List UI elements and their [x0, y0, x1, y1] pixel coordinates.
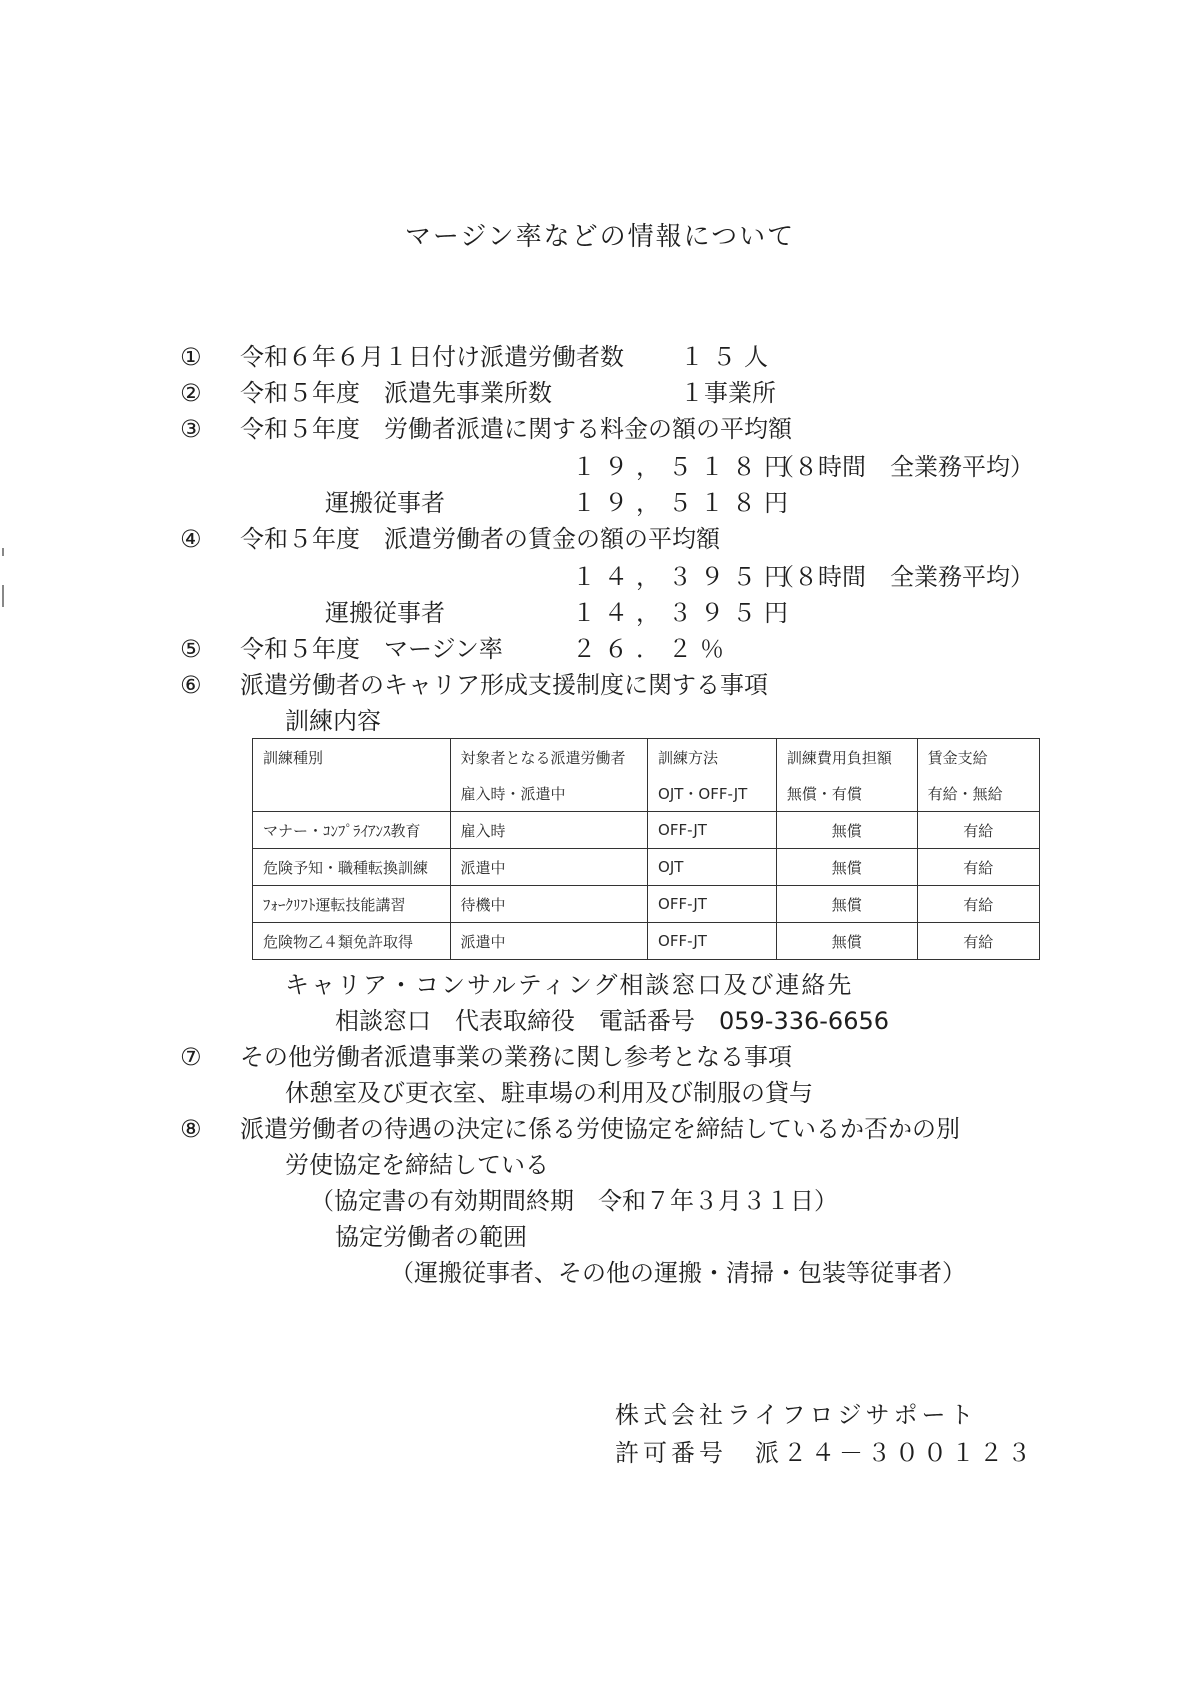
item-amount: １９，５１８円 — [572, 453, 796, 481]
table-cell: 無償 — [776, 849, 917, 886]
license-number: 許可番号 派２４－３００１２３ — [615, 1439, 1035, 1467]
scan-mark — [2, 585, 4, 607]
item-number: ⑥ — [180, 671, 202, 699]
item-text: 令和５年度 マージン率 — [240, 635, 503, 663]
page-title: マージン率などの情報について — [404, 222, 796, 252]
item-number: ③ — [180, 415, 202, 443]
item-number: ② — [180, 379, 202, 407]
table-cell: OFF-JT — [648, 923, 777, 960]
table-cell: マナー・ｺﾝﾌﾟﾗｲｱﾝｽ教育 — [253, 812, 451, 849]
item-text: 派遣労働者のキャリア形成支援制度に関する事項 — [240, 671, 768, 699]
table-header-cell: 雇入時・派遣中 — [450, 775, 648, 812]
table-row — [253, 849, 1040, 886]
table-header-cell: 無償・有償 — [776, 775, 917, 812]
table-cell: 派遣中 — [450, 849, 648, 886]
agreement-scope-label: 協定労働者の範囲 — [335, 1223, 527, 1251]
item-note: （８時間 全業務平均） — [770, 453, 1034, 481]
table-header-cell: OJT・OFF-JT — [648, 775, 777, 812]
table-row — [253, 923, 1040, 960]
table-cell: 危険予知・職種転換訓練 — [253, 849, 451, 886]
item-sub-amount: １４，３９５円 — [572, 599, 796, 627]
scan-mark — [2, 548, 4, 556]
item-number: ① — [180, 343, 202, 371]
item-amount: １４，３９５円 — [572, 563, 796, 591]
table-header-row — [253, 775, 1040, 812]
table-header-cell — [253, 775, 451, 812]
item-detail: 休憩室及び更衣室、駐車場の利用及び制服の貸与 — [285, 1079, 813, 1107]
table-cell: 危険物乙４類免許取得 — [253, 923, 451, 960]
table-cell: 有給 — [917, 923, 1039, 960]
table-cell: 有給 — [917, 812, 1039, 849]
item-text: 令和６年６月１日付け派遣労働者数 — [240, 343, 624, 371]
agreement-period: （協定書の有効期間終期 令和７年３月３１日） — [310, 1187, 838, 1215]
table-cell: 有給 — [917, 849, 1039, 886]
training-table — [252, 738, 1040, 960]
item-value: １５人 — [680, 343, 776, 371]
table-header-cell: 賃金支給 — [917, 739, 1039, 776]
item-sub-amount: １９，５１８円 — [572, 489, 796, 517]
table-cell: OFF-JT — [648, 812, 777, 849]
item-text: 派遣労働者の待遇の決定に係る労使協定を締結しているか否かの別 — [240, 1115, 960, 1143]
item-text: 令和５年度 労働者派遣に関する料金の額の平均額 — [240, 415, 792, 443]
item-number: ⑧ — [180, 1115, 202, 1143]
table-header-cell: 訓練方法 — [648, 739, 777, 776]
company-name: 株式会社ライフロジサポート — [615, 1401, 978, 1429]
table-cell: 無償 — [776, 812, 917, 849]
career-heading: キャリア・コンサルティング相談窓口及び連絡先 — [285, 971, 854, 999]
career-contact: 相談窓口 代表取締役 電話番号 059-336-6656 — [335, 1007, 890, 1035]
item-value: ２６．２％ — [572, 635, 732, 663]
table-cell: OJT — [648, 849, 777, 886]
table-cell: 雇入時 — [450, 812, 648, 849]
item-text: その他労働者派遣事業の業務に関し参考となる事項 — [240, 1043, 792, 1071]
table-cell: 派遣中 — [450, 923, 648, 960]
agreement-scope: （運搬従事者、その他の運搬・清掃・包装等従事者） — [390, 1259, 966, 1287]
table-cell: 無償 — [776, 923, 917, 960]
table-row — [253, 812, 1040, 849]
table-row — [253, 886, 1040, 923]
table-cell: ﾌｫｰｸﾘﾌﾄ運転技能講習 — [253, 886, 451, 923]
item-text: 令和５年度 派遣先事業所数 — [240, 379, 552, 407]
table-header-cell: 訓練種別 — [253, 739, 451, 776]
table-header-row — [253, 739, 1040, 776]
table-cell: OFF-JT — [648, 886, 777, 923]
table-cell: 待機中 — [450, 886, 648, 923]
item-sub-label: 運搬従事者 — [325, 599, 445, 627]
table-header-cell: 有給・無給 — [917, 775, 1039, 812]
training-label: 訓練内容 — [285, 707, 381, 735]
item-number: ④ — [180, 525, 202, 553]
item-value: １事業所 — [680, 379, 776, 407]
table-cell: 有給 — [917, 886, 1039, 923]
item-note: （８時間 全業務平均） — [770, 563, 1034, 591]
table-header-cell: 訓練費用負担額 — [776, 739, 917, 776]
item-number: ⑤ — [180, 635, 202, 663]
item-sub-label: 運搬従事者 — [325, 489, 445, 517]
table-header-cell: 対象者となる派遣労働者 — [450, 739, 648, 776]
item-text: 令和５年度 派遣労働者の賃金の額の平均額 — [240, 525, 720, 553]
agreement-status: 労使協定を締結している — [285, 1151, 549, 1179]
item-number: ⑦ — [180, 1043, 202, 1071]
table-cell: 無償 — [776, 886, 917, 923]
